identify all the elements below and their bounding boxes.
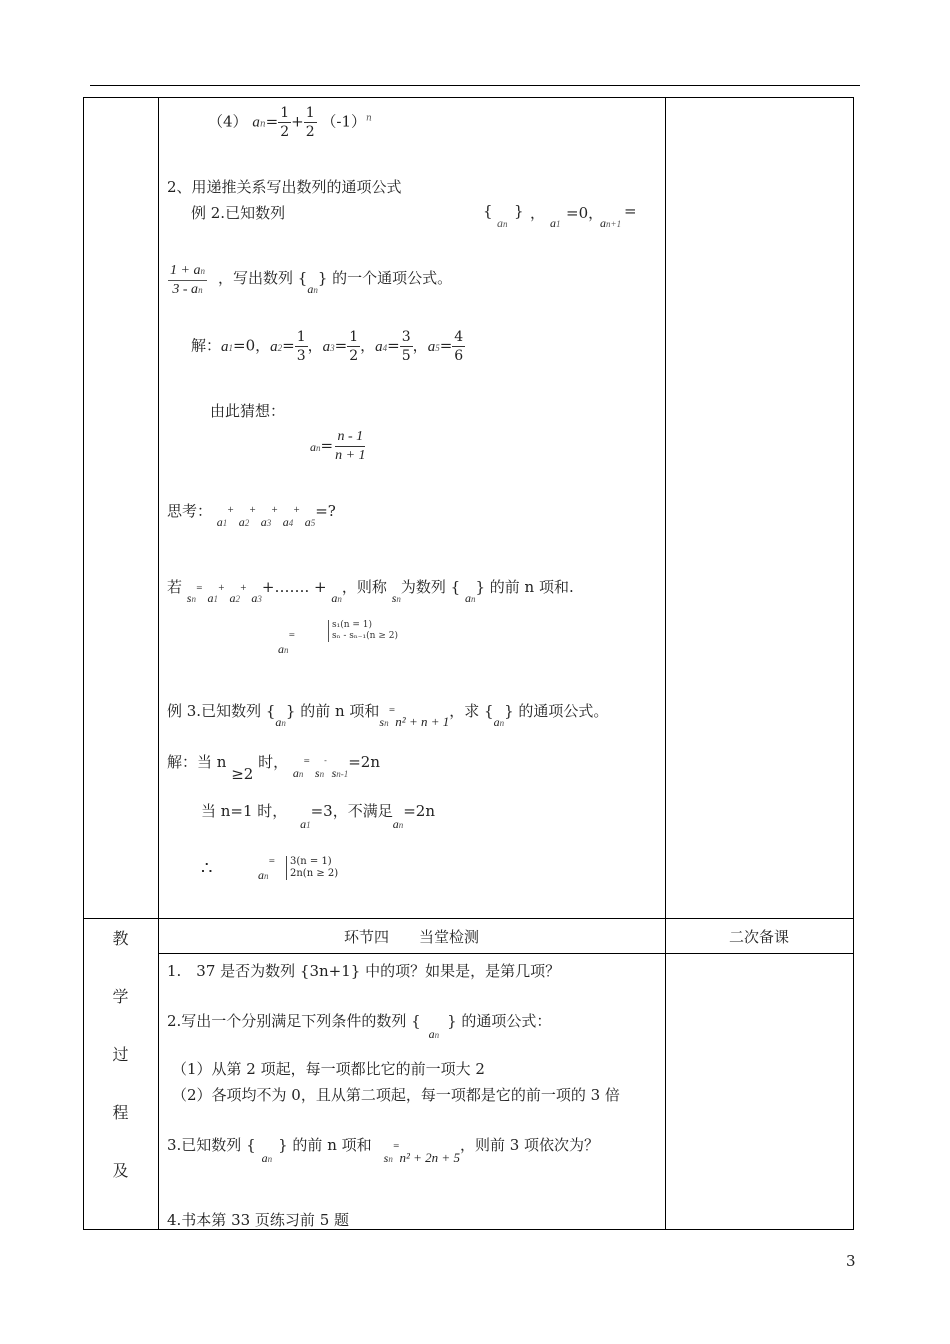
example2-an1-eq: = <box>624 202 637 220</box>
piecewise-cases: s₁(n = 1) sₙ - sₙ₋₁(n ≥ 2) <box>328 620 398 642</box>
item4-formula: （4） an= $\frac{1}{2}$ + $\frac{1}{2}$ $(-1)^n$ <box>208 105 372 140</box>
solution3-case1: 当 n=1 时， $_{a1}$=3，不满足$_{an}$=2n <box>201 802 435 831</box>
table-row-divider-1 <box>83 918 854 919</box>
guess-label: 由此猜想： <box>210 402 286 420</box>
table-border-top <box>83 97 854 98</box>
guess-formula: an= $\frac{n - 1}{n + 1}$ <box>310 429 366 463</box>
vertical-label-1: 教 <box>112 929 129 948</box>
header-rule <box>90 85 860 86</box>
example2-lbrace: { <box>483 202 493 220</box>
vertical-label-2: 学 <box>112 987 129 1006</box>
question-4: 4.书本第 33 页练习前 5 题 <box>167 1211 350 1229</box>
solution3: 解：当 n ≥2 时， $_{an}$= $_{sn}$- $_{sn-1}$=2n <box>167 753 381 783</box>
think-line: 思考： $_{a1}$+ $_{a2}$+ $_{a3}$+ $_{a4}$+ $_{a5}$=? <box>167 502 336 529</box>
example2-an1: an+1 <box>600 216 622 230</box>
vertical-label-4: 程 <box>112 1103 129 1122</box>
question-2-1: （1）从第 2 项起，每一项都比它的前一项大 2 <box>172 1060 485 1078</box>
table-col-divider-1 <box>158 97 159 1230</box>
therefore-cases: 3(n = 1) 2n(n ≥ 2) <box>286 856 338 880</box>
vertical-label-3: 过 <box>112 1045 129 1064</box>
example2-rbrace: } <box>514 202 524 220</box>
example2-an: an <box>497 216 508 230</box>
sum-definition: 若 $_{sn}$= $_{a1}$+ $_{a2}$+ $_{a3}$+……. + $_{an}$，则称 $_{sn}$为数列 { $_{an}$} 的前 n 项和. <box>167 578 574 605</box>
example2-tail: ，写出数列 $\{_{an}\}$ 的一个通项公式。 <box>218 269 453 296</box>
example2-fraction: $\frac{1 + an}{3 - an}$ <box>170 263 205 297</box>
piecewise-an: $_{an}$= <box>278 630 296 656</box>
table-col-divider-2 <box>665 97 666 1230</box>
question-2: 2.写出一个分别满足下列条件的数列 $\{_{an}\}$ 的通项公式： <box>167 1012 552 1041</box>
solution1: 解：a1=0，a2= $\frac{1}{3}$ ，a3= $\frac{1}{2}$ ，a4= $\frac{3}{5}$ ，a5= $\frac{4}{6}$ <box>191 329 464 364</box>
example2-comma: ， <box>530 204 546 222</box>
example2-label: 例 2.已知数列 <box>191 204 286 222</box>
question-1: 1. 37 是否为数列 {3n+1} 中的项？如果是，是第几项？ <box>167 962 561 980</box>
example2-a1: a1 <box>550 216 561 230</box>
page-number: 3 <box>846 1252 856 1270</box>
section-right-label: 二次备课 <box>728 928 789 946</box>
table-row-divider-2 <box>158 953 854 954</box>
question-3: 3.已知数列 $\{_{an}\}$ 的前 n 项和$_{sn}$=n² + 2n + 5，则前 3 项依次为？ <box>167 1136 600 1165</box>
heading-recurrence: 2、用递推关系写出数列的通项公式 <box>167 178 402 196</box>
section-title: 环节四 当堂检测 <box>343 928 479 946</box>
therefore-an: $_{an}$= <box>258 856 276 882</box>
therefore-symbol: ∴ <box>201 858 213 879</box>
vertical-label-5: 及 <box>112 1161 129 1180</box>
example3: 例 3.已知数列 $\{_{an}\}$ 的前 n 项和$_{sn}$=n² + n + 1，求 $\{_{an}\}$ 的通项公式。 <box>167 702 609 729</box>
table-border-right <box>853 97 854 1230</box>
example2-a1-val: =0， <box>566 204 604 222</box>
question-2-2: （2）各项均不为 0，且从第二项起，每一项都是它的前一项的 3 倍 <box>172 1086 620 1104</box>
